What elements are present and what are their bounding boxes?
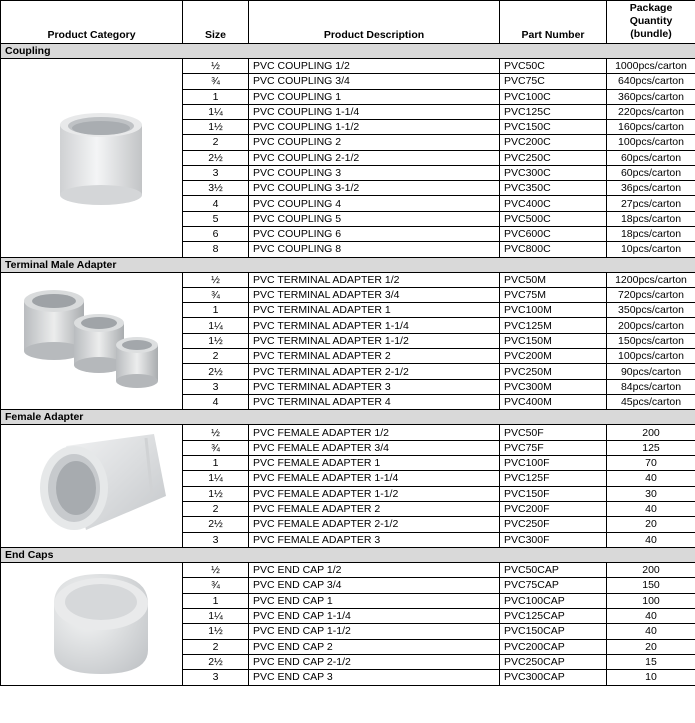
table-row: [1, 425, 695, 440]
description-cell: PVC COUPLING 2-1/2: [249, 150, 500, 165]
size-cell: 3: [183, 379, 249, 394]
description-cell: PVC TERMINAL ADAPTER 1: [249, 303, 500, 318]
quantity-cell: 20: [607, 517, 695, 532]
quantity-cell: 15: [607, 654, 695, 669]
section-title: End Caps: [1, 547, 695, 562]
header-package-quantity: Package Quantity (bundle): [607, 1, 695, 44]
part-number-cell: PVC200CAP: [500, 639, 607, 654]
size-cell: 5: [183, 211, 249, 226]
description-cell: PVC COUPLING 3-1/2: [249, 181, 500, 196]
size-cell: 2: [183, 501, 249, 516]
description-cell: PVC COUPLING 3: [249, 165, 500, 180]
size-cell: 6: [183, 226, 249, 241]
description-cell: PVC FEMALE ADAPTER 3/4: [249, 440, 500, 455]
part-number-cell: PVC400C: [500, 196, 607, 211]
quantity-cell: 20: [607, 639, 695, 654]
header-part-number: Part Number: [500, 1, 607, 44]
part-number-cell: PVC75M: [500, 287, 607, 302]
description-cell: PVC FEMALE ADAPTER 1-1/4: [249, 471, 500, 486]
quantity-cell: 18pcs/carton: [607, 226, 695, 241]
size-cell: 1½: [183, 486, 249, 501]
quantity-cell: 220pcs/carton: [607, 104, 695, 119]
header-category: Product Category: [1, 1, 183, 44]
size-cell: 4: [183, 196, 249, 211]
description-cell: PVC COUPLING 1/2: [249, 59, 500, 74]
quantity-cell: 100: [607, 593, 695, 608]
part-number-cell: PVC50C: [500, 59, 607, 74]
section-title: Terminal Male Adapter: [1, 257, 695, 272]
description-cell: PVC TERMINAL ADAPTER 1/2: [249, 272, 500, 287]
part-number-cell: PVC500C: [500, 211, 607, 226]
description-cell: PVC END CAP 1/2: [249, 562, 500, 577]
quantity-cell: 1000pcs/carton: [607, 59, 695, 74]
size-cell: 1: [183, 456, 249, 471]
quantity-cell: 150: [607, 578, 695, 593]
description-cell: PVC TERMINAL ADAPTER 4: [249, 394, 500, 409]
quantity-cell: 40: [607, 471, 695, 486]
size-cell: 2: [183, 639, 249, 654]
size-cell: 2½: [183, 364, 249, 379]
size-cell: ½: [183, 59, 249, 74]
quantity-cell: 40: [607, 501, 695, 516]
part-number-cell: PVC125C: [500, 104, 607, 119]
part-number-cell: PVC250F: [500, 517, 607, 532]
quantity-cell: 360pcs/carton: [607, 89, 695, 104]
size-cell: ¾: [183, 578, 249, 593]
description-cell: PVC COUPLING 1-1/2: [249, 120, 500, 135]
quantity-cell: 150pcs/carton: [607, 333, 695, 348]
part-number-cell: PVC400M: [500, 394, 607, 409]
size-cell: 1½: [183, 624, 249, 639]
size-cell: 3: [183, 165, 249, 180]
quantity-cell: 36pcs/carton: [607, 181, 695, 196]
description-cell: PVC COUPLING 8: [249, 242, 500, 257]
quantity-cell: 720pcs/carton: [607, 287, 695, 302]
product-image-cell: [1, 562, 183, 685]
size-cell: 3: [183, 532, 249, 547]
quantity-cell: 18pcs/carton: [607, 211, 695, 226]
part-number-cell: PVC600C: [500, 226, 607, 241]
part-number-cell: PVC250M: [500, 364, 607, 379]
quantity-cell: 60pcs/carton: [607, 150, 695, 165]
description-cell: PVC TERMINAL ADAPTER 3/4: [249, 287, 500, 302]
size-cell: 2: [183, 349, 249, 364]
part-number-cell: PVC100F: [500, 456, 607, 471]
part-number-cell: PVC125F: [500, 471, 607, 486]
size-cell: 1¼: [183, 471, 249, 486]
part-number-cell: PVC300M: [500, 379, 607, 394]
quantity-cell: 60pcs/carton: [607, 165, 695, 180]
size-cell: 1½: [183, 120, 249, 135]
quantity-cell: 90pcs/carton: [607, 364, 695, 379]
size-cell: ½: [183, 272, 249, 287]
table-row: [1, 272, 695, 287]
quantity-cell: 200: [607, 562, 695, 577]
size-cell: ½: [183, 562, 249, 577]
terminal-adapter-icon: [1, 273, 183, 410]
part-number-cell: PVC75F: [500, 440, 607, 455]
part-number-cell: PVC150CAP: [500, 624, 607, 639]
description-cell: PVC TERMINAL ADAPTER 2: [249, 349, 500, 364]
size-cell: 1¼: [183, 104, 249, 119]
section-header: [1, 547, 695, 562]
part-number-cell: PVC150F: [500, 486, 607, 501]
part-number-cell: PVC50M: [500, 272, 607, 287]
part-number-cell: PVC50F: [500, 425, 607, 440]
part-number-cell: PVC150C: [500, 120, 607, 135]
part-number-cell: PVC75C: [500, 74, 607, 89]
description-cell: PVC COUPLING 5: [249, 211, 500, 226]
quantity-cell: 10: [607, 670, 695, 685]
quantity-cell: 30: [607, 486, 695, 501]
description-cell: PVC COUPLING 1-1/4: [249, 104, 500, 119]
quantity-cell: 40: [607, 608, 695, 623]
section-title: Female Adapter: [1, 410, 695, 425]
description-cell: PVC TERMINAL ADAPTER 1-1/4: [249, 318, 500, 333]
end-cap-icon: [1, 563, 183, 685]
part-number-cell: PVC200C: [500, 135, 607, 150]
description-cell: PVC TERMINAL ADAPTER 3: [249, 379, 500, 394]
quantity-cell: 125: [607, 440, 695, 455]
quantity-cell: 10pcs/carton: [607, 242, 695, 257]
size-cell: 1: [183, 89, 249, 104]
product-image-cell: [1, 425, 183, 548]
part-number-cell: PVC300C: [500, 165, 607, 180]
size-cell: 1¼: [183, 608, 249, 623]
section-header: [1, 257, 695, 272]
description-cell: PVC FEMALE ADAPTER 1: [249, 456, 500, 471]
description-cell: PVC COUPLING 3/4: [249, 74, 500, 89]
size-cell: 8: [183, 242, 249, 257]
description-cell: PVC COUPLING 6: [249, 226, 500, 241]
table-row: [1, 562, 695, 577]
quantity-cell: 1200pcs/carton: [607, 272, 695, 287]
part-number-cell: PVC300CAP: [500, 670, 607, 685]
size-cell: ¾: [183, 74, 249, 89]
quantity-cell: 100pcs/carton: [607, 135, 695, 150]
quantity-cell: 40: [607, 624, 695, 639]
description-cell: PVC FEMALE ADAPTER 1/2: [249, 425, 500, 440]
part-number-cell: PVC100CAP: [500, 593, 607, 608]
coupling-icon: [1, 59, 183, 257]
description-cell: PVC TERMINAL ADAPTER 1-1/2: [249, 333, 500, 348]
part-number-cell: PVC125M: [500, 318, 607, 333]
product-image-cell: [1, 272, 183, 410]
description-cell: PVC FEMALE ADAPTER 2-1/2: [249, 517, 500, 532]
part-number-cell: PVC350C: [500, 181, 607, 196]
size-cell: 1¼: [183, 318, 249, 333]
description-cell: PVC END CAP 3/4: [249, 578, 500, 593]
section-header: [1, 410, 695, 425]
part-number-cell: PVC250C: [500, 150, 607, 165]
quantity-cell: 40: [607, 532, 695, 547]
size-cell: 3½: [183, 181, 249, 196]
quantity-cell: 160pcs/carton: [607, 120, 695, 135]
part-number-cell: PVC800C: [500, 242, 607, 257]
description-cell: PVC END CAP 1: [249, 593, 500, 608]
description-cell: PVC END CAP 3: [249, 670, 500, 685]
section-title: Coupling: [1, 44, 695, 59]
description-cell: PVC TERMINAL ADAPTER 2-1/2: [249, 364, 500, 379]
size-cell: 2½: [183, 654, 249, 669]
size-cell: 4: [183, 394, 249, 409]
header-size: Size: [183, 1, 249, 44]
quantity-cell: 350pcs/carton: [607, 303, 695, 318]
part-number-cell: PVC50CAP: [500, 562, 607, 577]
description-cell: PVC END CAP 2: [249, 639, 500, 654]
part-number-cell: PVC100C: [500, 89, 607, 104]
size-cell: 2½: [183, 517, 249, 532]
size-cell: ¾: [183, 287, 249, 302]
quantity-cell: 640pcs/carton: [607, 74, 695, 89]
quantity-cell: 200pcs/carton: [607, 318, 695, 333]
size-cell: 1: [183, 303, 249, 318]
quantity-cell: 45pcs/carton: [607, 394, 695, 409]
size-cell: 1: [183, 593, 249, 608]
size-cell: 2½: [183, 150, 249, 165]
part-number-cell: PVC200M: [500, 349, 607, 364]
size-cell: ½: [183, 425, 249, 440]
description-cell: PVC FEMALE ADAPTER 1-1/2: [249, 486, 500, 501]
description-cell: PVC COUPLING 2: [249, 135, 500, 150]
quantity-cell: 27pcs/carton: [607, 196, 695, 211]
size-cell: 2: [183, 135, 249, 150]
quantity-cell: 200: [607, 425, 695, 440]
description-cell: PVC END CAP 1-1/2: [249, 624, 500, 639]
quantity-cell: 84pcs/carton: [607, 379, 695, 394]
description-cell: PVC COUPLING 4: [249, 196, 500, 211]
description-cell: PVC COUPLING 1: [249, 89, 500, 104]
size-cell: ¾: [183, 440, 249, 455]
quantity-cell: 100pcs/carton: [607, 349, 695, 364]
quantity-cell: 70: [607, 456, 695, 471]
description-cell: PVC FEMALE ADAPTER 2: [249, 501, 500, 516]
part-number-cell: PVC75CAP: [500, 578, 607, 593]
description-cell: PVC END CAP 1-1/4: [249, 608, 500, 623]
part-number-cell: PVC125CAP: [500, 608, 607, 623]
part-number-cell: PVC300F: [500, 532, 607, 547]
part-number-cell: PVC250CAP: [500, 654, 607, 669]
product-image-cell: [1, 59, 183, 258]
size-cell: 1½: [183, 333, 249, 348]
part-number-cell: PVC150M: [500, 333, 607, 348]
table-row: [1, 59, 695, 74]
header-description: Product Description: [249, 1, 500, 44]
description-cell: PVC FEMALE ADAPTER 3: [249, 532, 500, 547]
size-cell: 3: [183, 670, 249, 685]
header-row: [1, 1, 695, 44]
section-header: [1, 44, 695, 59]
female-adapter-icon: [1, 425, 183, 547]
part-number-cell: PVC100M: [500, 303, 607, 318]
part-number-cell: PVC200F: [500, 501, 607, 516]
description-cell: PVC END CAP 2-1/2: [249, 654, 500, 669]
